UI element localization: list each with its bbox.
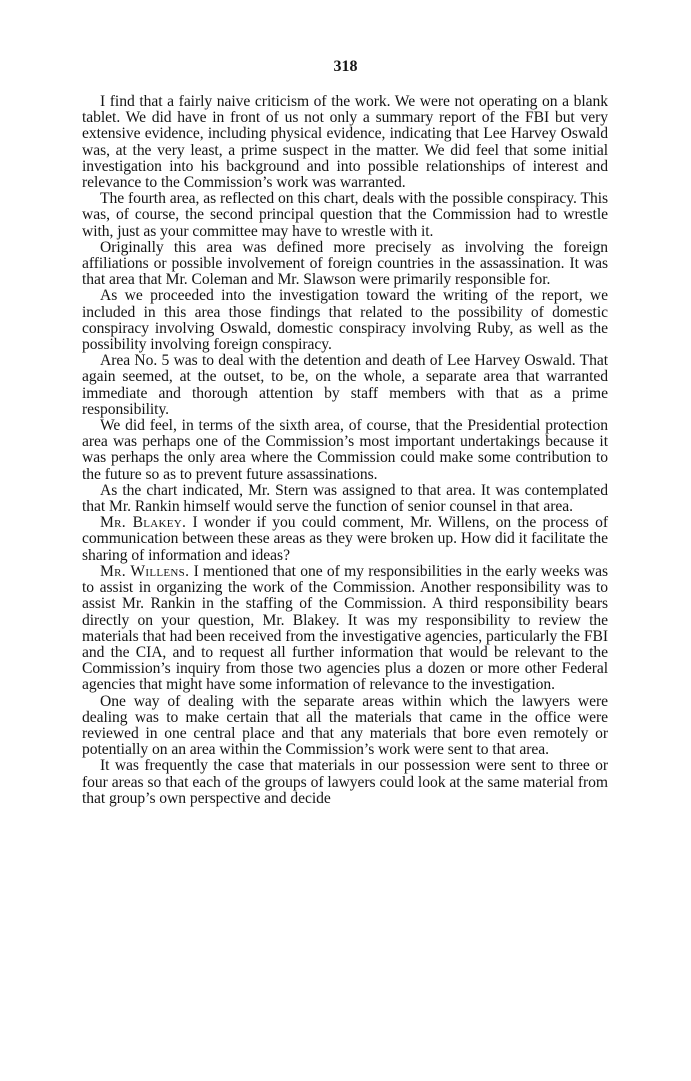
paragraph-text: We did feel, in terms of the sixth area, of course, that the Presidential protection area was perhaps one of the Commission’s most important undertakings because it was perhaps the only area where the Commission could make some contribution to the future so as to prevent future assassinations. — [82, 417, 608, 483]
speaker-name: Mr. Blakey. — [100, 514, 187, 532]
paragraph — [82, 288, 608, 353]
body-text — [82, 94, 608, 807]
paragraph — [82, 564, 608, 694]
paragraph — [82, 94, 608, 191]
paragraph-text: I wonder if you could comment, Mr. Willens, on the process of communication between these areas as they were broken up. How did it facilitate the sharing of information and ideas? — [82, 514, 608, 564]
paragraph — [82, 418, 608, 483]
paragraph — [82, 483, 608, 515]
paragraph-text: I find that a fairly naive criticism of the work. We were not operating on a blank tablet. We did have in front of us not only a summary report of the FBI but very extensive evidence, including physical evidence, indicating that Lee Harvey Oswald was, at the very least, a prime suspect in the matter. We did feel that some initial investigation into his background and into possible relationships of interest and relevance to the Commission’s work was warranted. — [82, 93, 608, 192]
paragraph — [82, 758, 608, 807]
paragraph-text: As the chart indicated, Mr. Stern was assigned to that area. It was contemplated that Mr. Rankin himself would serve the function of senior counsel in that area. — [82, 481, 608, 516]
paragraph — [82, 353, 608, 418]
paragraph — [82, 515, 608, 564]
speaker-name: Mr. Willens. — [100, 562, 190, 580]
paragraph-text: As we proceeded into the investigation toward the writing of the report, we included in this area those findings that related to the possibility of domestic conspiracy involving Oswald, domestic conspiracy involving Ruby, as well as the possibility involving foreign conspiracy. — [82, 287, 608, 354]
paragraph-text: The fourth area, as reflected on this chart, deals with the possible conspiracy. This was, of course, the second principal question that the Commission had to wrestle with, just as your committee may have to wrestle with it. — [82, 190, 608, 240]
paragraph — [82, 240, 608, 289]
paragraph-text: I mentioned that one of my responsibilities in the early weeks was to assist in organizing the work of the Commission. Another responsibility was to assist Mr. Rankin in the staffing of the Commission. A third responsibility bears directly on your question, Mr. Blakey. It was my responsibility to review the materials that had been received from the investigative agencies, particularly the FBI and the CIA, and to request all further information that would be relevant to the Commission’s inquiry from those two agencies plus a dozen or more other Federal agencies that might have some information of relevance to the investigation. — [82, 562, 608, 694]
paragraph-text: Area No. 5 was to deal with the detention and death of Lee Harvey Oswald. That again seemed, at the outset, to be, on the whole, a separate area that warranted immediate and thorough attention by staff members with that as a prime responsibility. — [82, 352, 608, 418]
paragraph-text: Originally this area was defined more precisely as involving the foreign affiliations or possible involvement of foreign countries in the assassination. It was that area that Mr. Coleman and Mr. Slawson were primarily responsible for. — [82, 238, 608, 289]
paragraph-text: One way of dealing with the separate areas within which the lawyers were dealing was to make certain that all the materials that came in the office were reviewed in one central place and that any materials that bore even remotely or potentially on an area within the Commission’s work were sent to that area. — [82, 692, 608, 759]
paragraph — [82, 191, 608, 240]
paragraph — [82, 694, 608, 759]
page-number: 318 — [333, 58, 358, 75]
paragraph-text: It was frequently the case that materials in our possession were sent to three or four areas so that each of the groups of lawyers could look at the same material from that group’s own perspective and decide — [82, 757, 608, 807]
